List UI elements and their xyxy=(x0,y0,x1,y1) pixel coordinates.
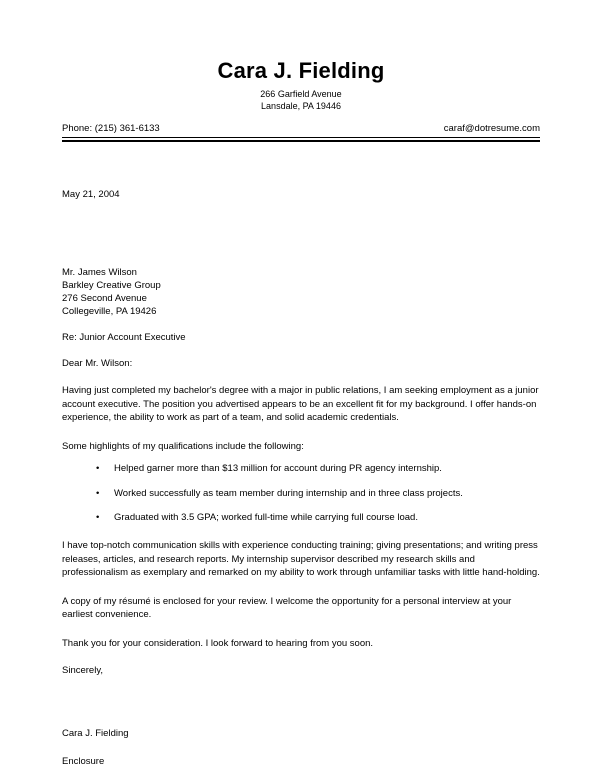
recipient-name: Mr. James Wilson xyxy=(62,267,137,279)
salutation: Dear Mr. Wilson: xyxy=(62,358,133,370)
sender-name: Cara J. Fielding xyxy=(217,58,385,83)
sender-address xyxy=(62,89,540,113)
list-item xyxy=(96,462,540,475)
paragraph-resume-enclosed: A copy of my résumé is enclosed for your review. I welcome the opportunity for a personal interview at your earliest convenience. xyxy=(62,595,512,621)
list-item-text: Helped garner more than $13 million for account during PR agency internship. xyxy=(114,463,442,475)
recipient-street: 276 Second Avenue xyxy=(62,293,147,305)
list-item-text: Worked successfully as team member during internship and in three class projects. xyxy=(114,487,463,499)
recipient-city-state-zip: Collegeville, PA 19426 xyxy=(62,306,157,318)
paragraph-thank-you: Thank you for your consideration. I look forward to hearing from you soon. xyxy=(62,637,374,649)
signoff: Sincerely, xyxy=(62,664,104,676)
letter-content xyxy=(62,0,540,767)
sender-email[interactable]: caraf@dotresume.com xyxy=(443,123,540,135)
letter-date: May 21, 2004 xyxy=(62,189,120,201)
sender-address-line-2: Lansdale, PA 19446 xyxy=(261,101,341,112)
highlights-list xyxy=(62,462,540,524)
list-item xyxy=(96,511,540,524)
bullet-icon: • xyxy=(96,463,100,475)
sender-phone: Phone: (215) 361-6133 xyxy=(62,123,160,135)
bullet-icon: • xyxy=(96,487,100,499)
letterhead xyxy=(62,0,540,142)
sender-address-line-1: 266 Garfield Avenue xyxy=(260,89,342,100)
subject-line: Re: Junior Account Executive xyxy=(62,332,186,344)
paragraph-skills: I have top-notch communication skills with experience conducting training; giving presentations; and writing press releases, articles, and research reports. My internship supervisor described my research skills and professionalism as exemplary and remarked on my ability to work through unfamiliar tasks with little hand-holding. xyxy=(62,540,540,579)
recipient-company: Barkley Creative Group xyxy=(62,280,161,292)
list-item-text: Graduated with 3.5 GPA; worked full-time while carrying full course load. xyxy=(114,512,418,524)
letterhead-divider xyxy=(62,137,540,142)
paragraph-opening: Having just completed my bachelor's degree with a major in public relations, I am seeking employment as a junior account executive. The position you advertised appears to be an excellent fit for my background. I offer hands-on experience, the ability to work as part of a team, and solid academic credentials. xyxy=(62,385,539,424)
paragraph-highlights-intro: Some highlights of my qualifications include the following: xyxy=(62,440,304,452)
list-item xyxy=(96,487,540,500)
signature-name: Cara J. Fielding xyxy=(62,727,129,739)
bullet-icon: • xyxy=(96,512,100,524)
recipient-address xyxy=(62,266,540,318)
enclosure-notation: Enclosure xyxy=(62,755,105,767)
contact-row xyxy=(62,123,540,134)
